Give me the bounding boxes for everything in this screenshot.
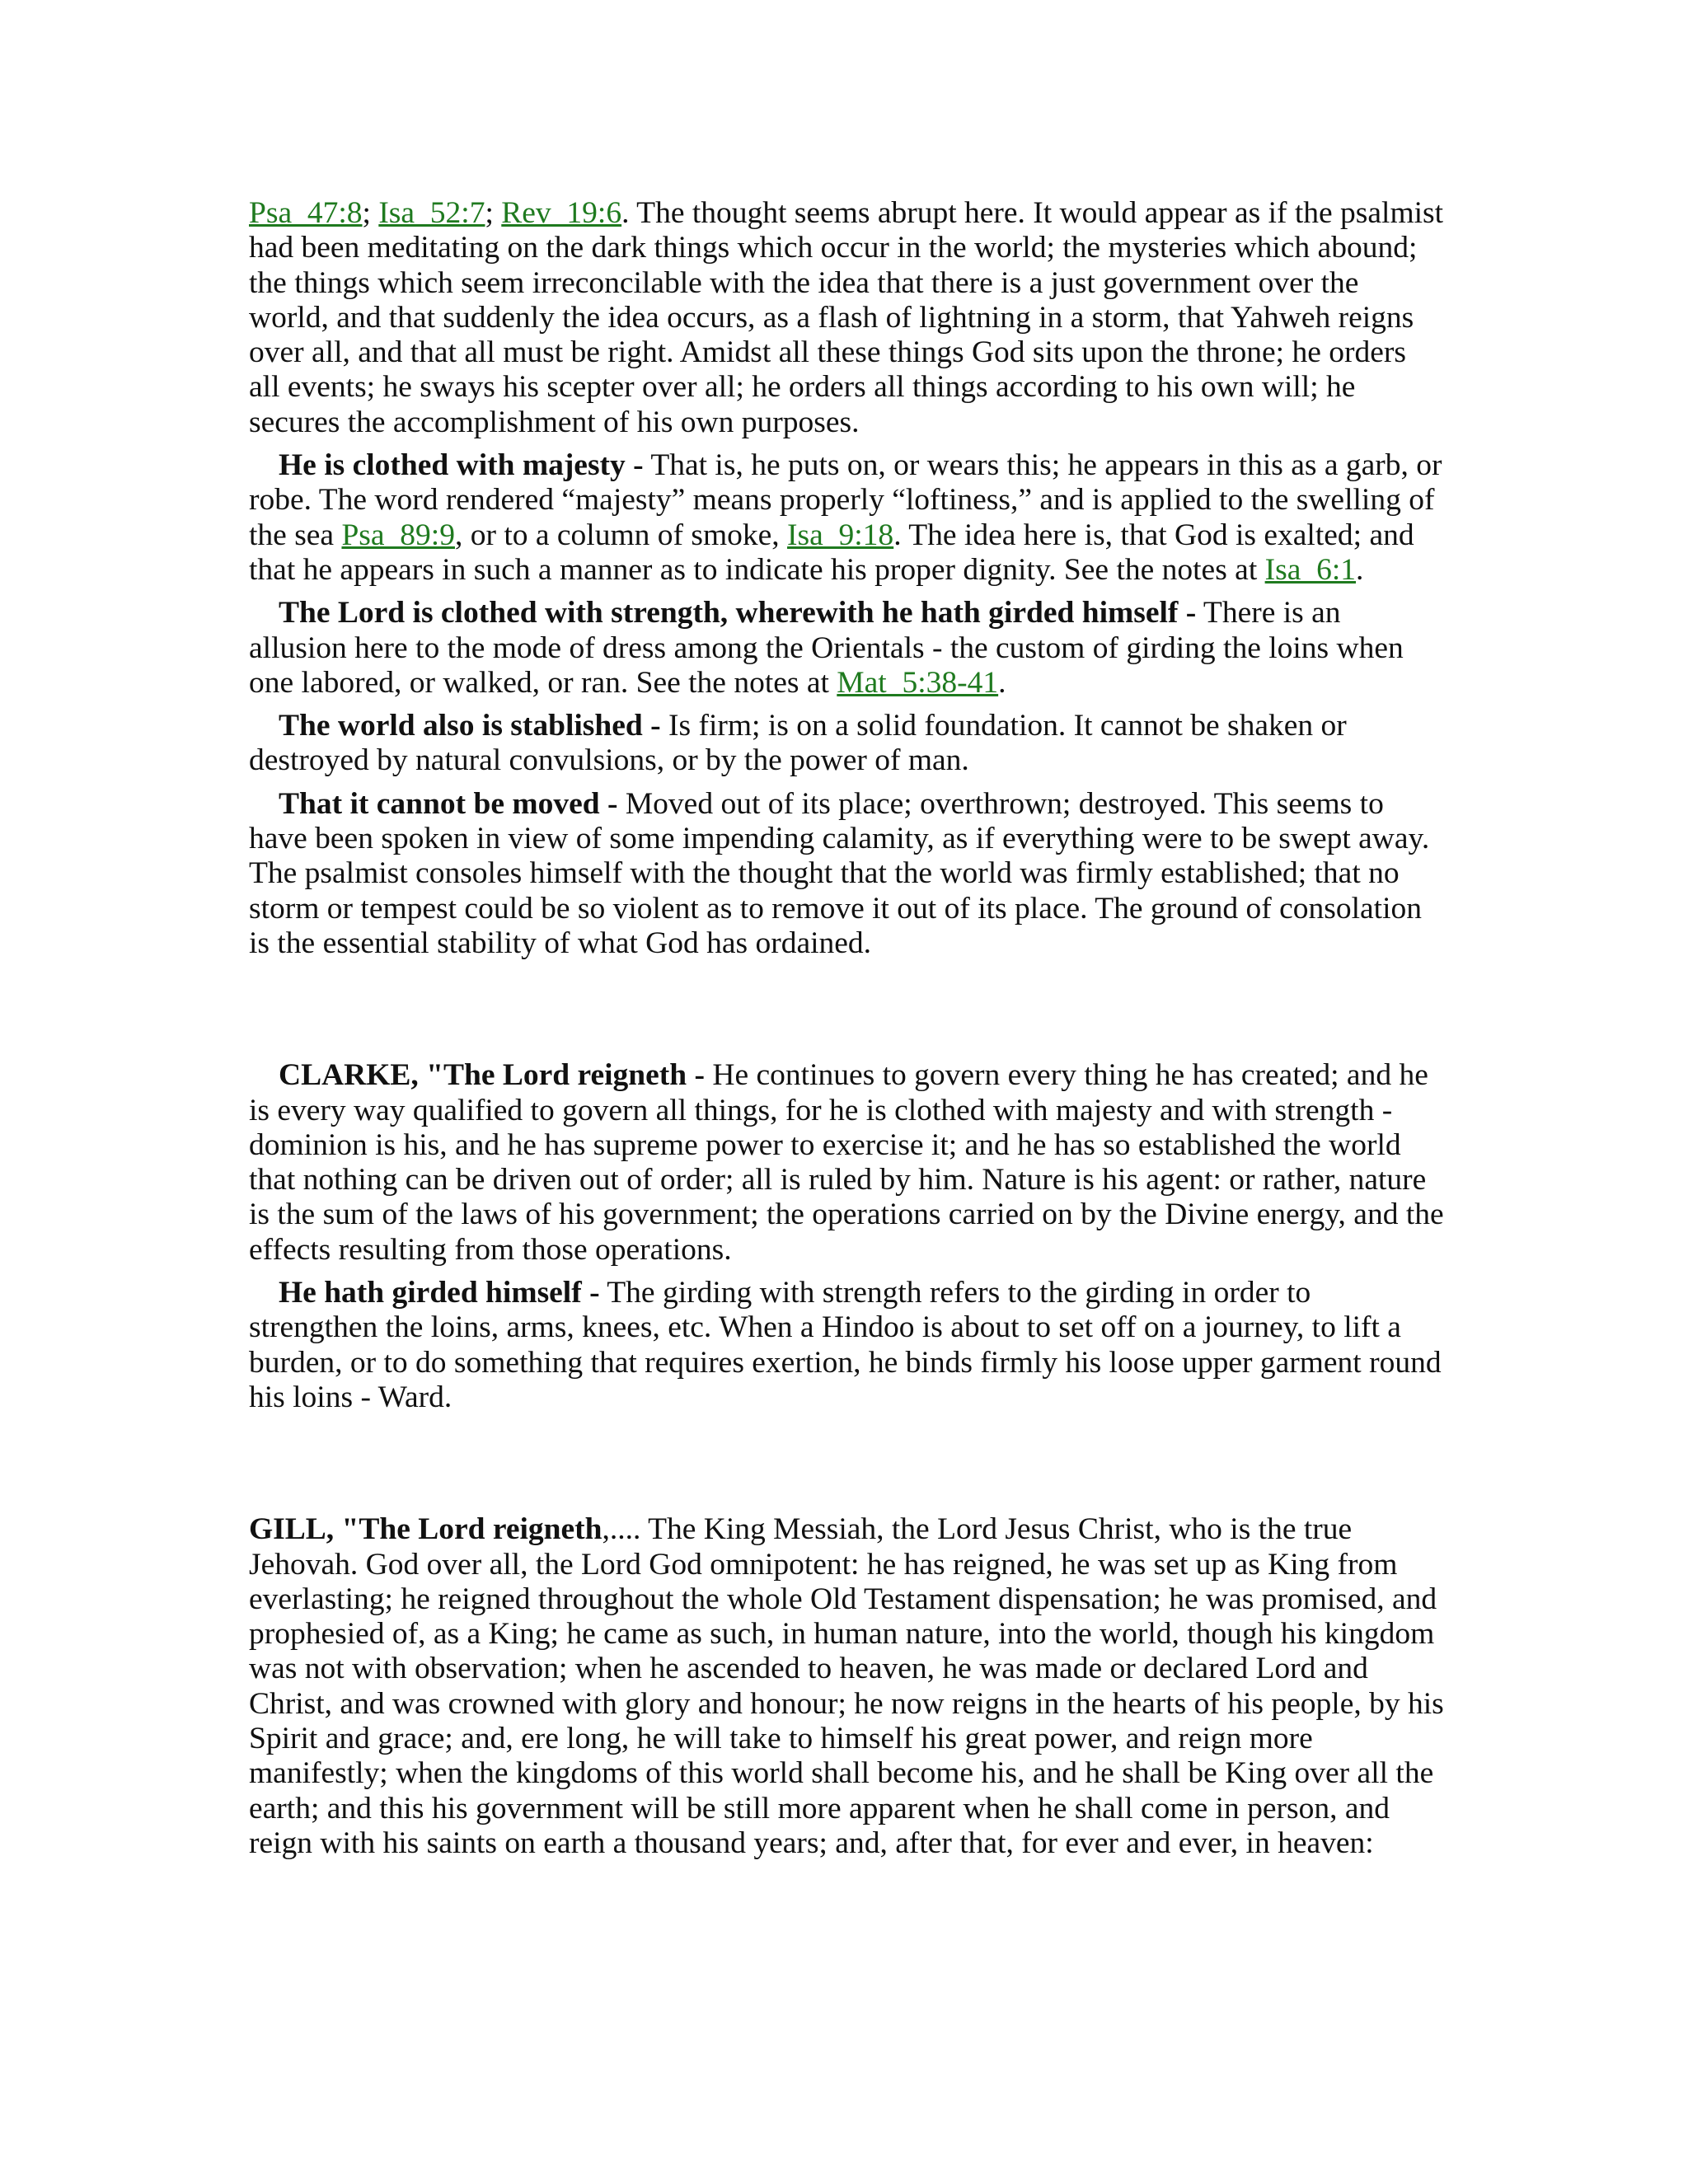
barnes-moved-paragraph	[249, 787, 1444, 961]
paragraph-text: .	[1356, 552, 1364, 587]
separator: ;	[362, 196, 379, 230]
heading-phrase: He is clothed with majesty -	[279, 448, 644, 483]
clarke-girded-paragraph	[249, 1276, 1444, 1415]
heading-phrase: The world also is stablished -	[279, 709, 661, 743]
paragraph-text: , or to a column of smoke,	[454, 518, 788, 552]
barnes-intro-paragraph	[249, 196, 1444, 440]
ref-link-isa-6-1[interactable]: Isa_6:1	[1264, 552, 1357, 587]
separator: ;	[485, 196, 502, 230]
paragraph-text: The girding with strength refers to the girding in order to strengthen the loins, arms, knees, etc. When a Hindoo is about to set off on a journey, to lift a burden, or to do something that requires exertion, he binds firmly his loose upper garment round his loins - Ward.	[249, 1276, 1442, 1414]
paragraph-text: Moved out of its place; overthrown; destroyed. This seems to have been spoken in view of some impending calamity, as if everything were to be swept away. The psalmist consoles himself with the thought that the world was firmly established; that no storm or tempest could be so violent as to remove it out of its place. The ground of consolation is the essential stability of what God has ordained.	[249, 786, 1430, 960]
paragraph-text: .	[998, 665, 1006, 700]
paragraph-text: Is firm; is on a solid foundation. It cannot be shaken or destroyed by natural convulsions, or by the power of man.	[249, 709, 1347, 778]
document-page	[249, 196, 1444, 1869]
paragraph-text: . The idea here is, that God is exalted; and that he appears in such a manner as to indicate his proper dignity. See the notes at	[249, 518, 1414, 587]
barnes-stablished-paragraph	[249, 709, 1444, 779]
section-spacer	[249, 1423, 1444, 1512]
barnes-strength-paragraph	[249, 596, 1444, 701]
section-spacer	[249, 969, 1444, 1058]
heading-phrase: CLARKE, "The Lord reigneth -	[279, 1058, 706, 1093]
paragraph-text: There is an allusion here to the mode of dress among the Orientals - the custom of girding the loins when one labored, or walked, or ran. See the notes at	[249, 596, 1404, 700]
ref-link-psa-89-9[interactable]: Psa_89:9	[341, 518, 455, 552]
paragraph-text: He continues to govern every thing he has created; and he is every way qualified to govern all things, for he is clothed with majesty and with strength - dominion is his, and he has supreme power to exercise it; and he has so established the world that nothing can be driven out of order; all is ruled by him. Nature is his agent: or rather, nature is the sum of the laws of his government; the operations carried on by the Divine energy, and the effects resulting from those operations.	[249, 1058, 1444, 1267]
ref-link-isa-52-7[interactable]: Isa_52:7	[378, 196, 485, 230]
heading-phrase: That it cannot be moved -	[279, 786, 618, 821]
paragraph-text: That is, he puts on, or wears this; he appears in this as a garb, or robe. The word rendered “majesty” means properly “loftiness,” and is applied to the swelling of the sea	[249, 448, 1442, 552]
ref-link-isa-9-18[interactable]: Isa_9:18	[787, 518, 894, 552]
paragraph-text: ,.... The King Messiah, the Lord Jesus Christ, who is the true Jehovah. God over all, the Lord God omnipotent: he has reigned, he was set up as King from everlasting; he reigned throughout the whole Old Testament dispensation; he was promised, and prophesied of, as a King; he came as such, in human nature, into the world, though his kingdom was not with observation; when he ascended to heaven, he was made or declared Lord and Christ, and was crowned with glory and honour; he now reigns in the hearts of his people, by his Spirit and grace; and, ere long, he will take to himself his great power, and reign more manifestly; when the kingdoms of this world shall become his, and he shall be King over all the earth; and this his government will be still more apparent when he shall come in person, and reign with his saints on earth a thousand years; and, after that, for ever and ever, in heaven:	[249, 1512, 1444, 1860]
heading-phrase: The Lord is clothed with strength, wherewith he hath girded himself -	[279, 596, 1197, 630]
ref-link-psa-47-8[interactable]: Psa_47:8	[249, 196, 363, 230]
barnes-majesty-paragraph	[249, 448, 1444, 588]
ref-link-mat-5-38-41[interactable]: Mat_5:38-41	[837, 665, 999, 700]
heading-phrase: GILL, "The Lord reigneth	[249, 1512, 603, 1547]
clarke-reigneth-paragraph	[249, 1058, 1444, 1268]
ref-link-rev-19-6[interactable]: Rev_19:6	[501, 196, 622, 230]
gill-reigneth-paragraph	[249, 1512, 1444, 1861]
heading-phrase: He hath girded himself -	[279, 1276, 600, 1310]
paragraph-text: . The thought seems abrupt here. It would appear as if the psalmist had been meditating on the dark things which occur in the world; the mysteries which abound; the things which seem irreconcilable with the idea that there is a just government over the world, and that suddenly the idea occurs, as a flash of lightning in a storm, that Yahweh reigns over all, and that all must be right. Amidst all these things God sits upon the throne; he orders all events; he sways his scepter over all; he orders all things according to his own will; he secures the accomplishment of his own purposes.	[249, 196, 1444, 439]
